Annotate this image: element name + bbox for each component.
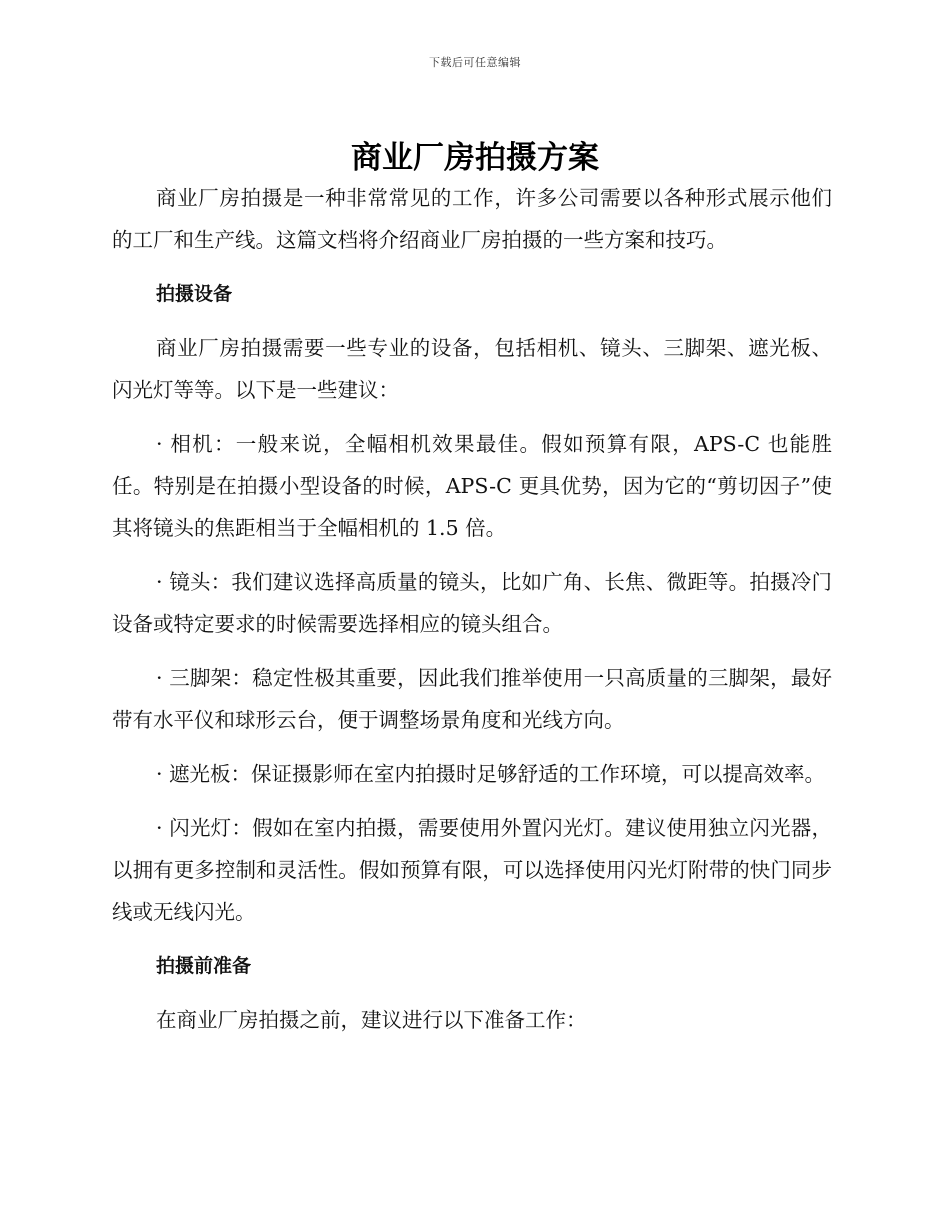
preparation-lead-paragraph: 在商业厂房拍摄之前，建议进行以下准备工作： <box>156 1008 587 1032</box>
equipment-item-camera: · 相机：一般来说，全幅相机效果最佳。假如预算有限，APS-C 也能胜任。特别是在拍摄小型设备的时候，APS-C 更具优势，因为它的“剪切因子”使其将镜头的焦距相当于全幅相机的 1.5 倍。 <box>112 432 832 540</box>
document-body <box>112 177 832 1053</box>
equipment-item-tripod: · 三脚架：稳定性极其重要，因此我们推举使用一只高质量的三脚架，最好带有水平仪和球形云台，便于调整场景角度和光线方向。 <box>112 666 832 732</box>
equipment-item-lens: · 镜头：我们建议选择高质量的镜头，比如广角、长焦、微距等。拍摄冷门设备或特定要求的时候需要选择相应的镜头组合。 <box>112 570 832 636</box>
intro-paragraph: 商业厂房拍摄是一种非常常见的工作，许多公司需要以各种形式展示他们的工厂和生产线。这篇文档将介绍商业厂房拍摄的一些方案和技巧。 <box>112 186 832 252</box>
document-title: 商业厂房拍摄方案 <box>351 140 599 176</box>
equipment-lead-paragraph: 商业厂房拍摄需要一些专业的设备，包括相机、镜头、三脚架、遮光板、闪光灯等等。以下是一些建议： <box>112 336 832 402</box>
section-heading-preparation: 拍摄前准备 <box>156 955 252 977</box>
section-heading-equipment: 拍摄设备 <box>156 283 233 305</box>
equipment-item-shade: · 遮光板：保证摄影师在室内拍摄时足够舒适的工作环境，可以提高效率。 <box>156 762 826 786</box>
page-header-note: 下载后可任意编辑 <box>429 56 521 69</box>
equipment-item-flash: · 闪光灯：假如在室内拍摄，需要使用外置闪光灯。建议使用独立闪光器，以拥有更多控制和灵活性。假如预算有限，可以选择使用闪光灯附带的快门同步线或无线闪光。 <box>112 816 832 924</box>
